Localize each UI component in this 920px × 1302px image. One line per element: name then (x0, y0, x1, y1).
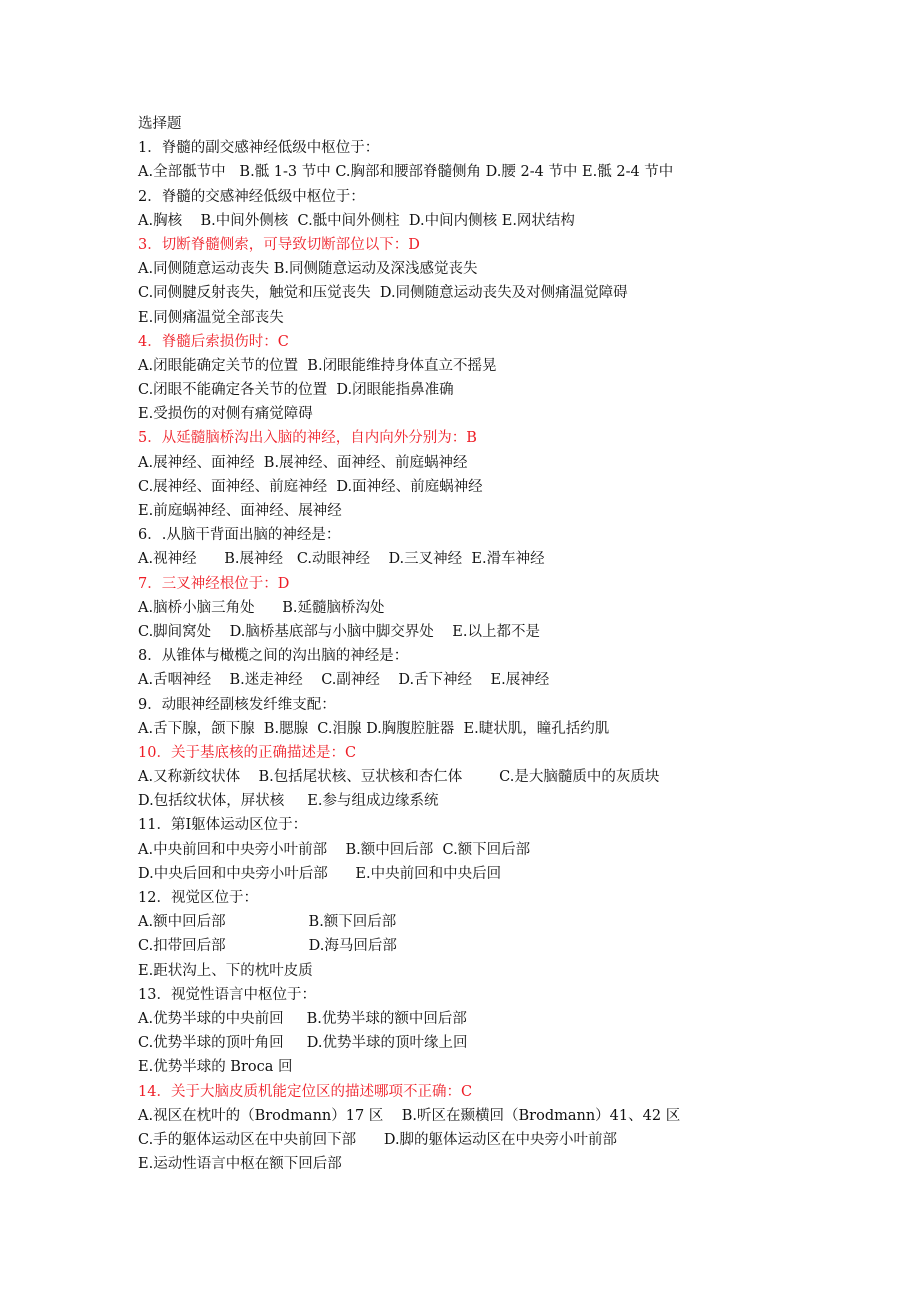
section-title: 选择题 (138, 116, 182, 132)
question-stem: 5．从延髓脑桥沟出入脑的神经，自内向外分别为：B (138, 430, 477, 447)
question-stem: 1．脊髓的副交感神经低级中枢位于： (138, 140, 380, 157)
question-stem: 10．关于基底核的正确描述是：C (138, 744, 357, 761)
answer-options: E.前庭蜗神经、面神经、展神经 (138, 503, 342, 519)
answer-options: D.包括纹状体，屏状核 E.参与组成边缘系统 (138, 793, 439, 810)
question-stem: 13．视觉性语言中枢位于： (138, 986, 316, 1003)
question-stem: 6．.从脑干背面出脑的神经是： (138, 527, 341, 544)
answer-options: E.同侧痛温觉全部丧失 (138, 309, 284, 326)
answer-options: A.额中回后部 B.额下回后部 (138, 914, 397, 931)
question-stem: 11．第Ⅰ躯体运动区位于： (138, 817, 308, 834)
document-page (138, 112, 898, 1176)
answer-options: C.扣带回后部 D.海马回后部 (138, 938, 397, 955)
question-stem: 8．从锥体与橄榄之间的沟出脑的神经是： (138, 648, 409, 665)
question-stem: 2．脊髓的交感神经低级中枢位于： (138, 188, 365, 205)
question-stem: 4．脊髓后索损伤时：C (138, 333, 289, 350)
answer-options: A.展神经、面神经 B.展神经、面神经、前庭蜗神经 (138, 454, 468, 471)
answer-options: A.优势半球的中央前回 B.优势半球的额中回后部 (138, 1010, 467, 1027)
question-stem: 12．视觉区位于： (138, 890, 258, 906)
answer-options: A.中央前回和中央旁小叶前部 B.额中回后部 C.额下回后部 (138, 841, 531, 858)
answer-options: A.同侧随意运动丧失 B.同侧随意运动及深浅感觉丧失 (138, 261, 478, 278)
answer-options: C.优势半球的顶叶角回 D.优势半球的顶叶缘上回 (138, 1035, 468, 1052)
answer-options: E.优势半球的 Broca 回 (138, 1059, 293, 1076)
answer-options: A.胸核 B.中间外侧核 C.骶中间外侧柱 D.中间内侧核 E.网状结构 (138, 212, 575, 229)
answer-options: E.受损伤的对侧有痛觉障碍 (138, 406, 313, 423)
answer-options: A.又称新纹状体 B.包括尾状核、豆状核和杏仁体 C.是大脑髓质中的灰质块 (138, 769, 660, 786)
answer-options: E.距状沟上、下的枕叶皮质 (138, 962, 313, 979)
question-stem: 14．关于大脑皮质机能定位区的描述哪项不正确：C (138, 1083, 473, 1100)
question-stem: 9．动眼神经副核发纤维支配： (138, 696, 336, 713)
answer-options: A.视区在枕叶的（Brodmann）17 区 B.听区在颞横回（Brodmann）41、42 区 (138, 1107, 681, 1124)
answer-options: A.视神经 B.展神经 C.动眼神经 D.三叉神经 E.滑车神经 (138, 551, 545, 568)
answer-options: C.闭眼不能确定各关节的位置 D.闭眼能指鼻准确 (138, 382, 454, 399)
answer-options: A.舌咽神经 B.迷走神经 C.副神经 D.舌下神经 E.展神经 (138, 672, 550, 689)
question-stem: 3．切断脊髓侧索，可导致切断部位以下：D (138, 236, 420, 253)
answer-options: E.运动性语言中枢在额下回后部 (138, 1156, 342, 1173)
answer-options: C.展神经、面神经、前庭神经 D.面神经、前庭蜗神经 (138, 478, 483, 495)
answer-options: C.手的躯体运动区在中央前回下部 D.脚的躯体运动区在中央旁小叶前部 (138, 1131, 618, 1148)
answer-options: C.同侧腱反射丧失，触觉和压觉丧失 D.同侧随意运动丧失及对侧痛温觉障碍 (138, 285, 628, 302)
answer-options: A.舌下腺，颌下腺 B.腮腺 C.泪腺 D.胸腹腔脏器 E.睫状肌，瞳孔括约肌 (138, 720, 610, 737)
answer-options: C.脚间窝处 D.脑桥基底部与小脑中脚交界处 E.以上都不是 (138, 623, 540, 640)
answer-options: A.脑桥小脑三角处 B.延髓脑桥沟处 (138, 599, 385, 616)
answer-options: D.中央后回和中央旁小叶后部 E.中央前回和中央后回 (138, 865, 502, 882)
question-stem: 7．三叉神经根位于：D (138, 575, 290, 592)
answer-options: A.闭眼能确定关节的位置 B.闭眼能维持身体直立不摇晃 (138, 357, 497, 374)
answer-options: A.全部骶节中 B.骶 1-3 节中 C.胸部和腰部脊髓侧角 D.腰 2-4 节中 E.骶 2-4 节中 (138, 164, 674, 181)
